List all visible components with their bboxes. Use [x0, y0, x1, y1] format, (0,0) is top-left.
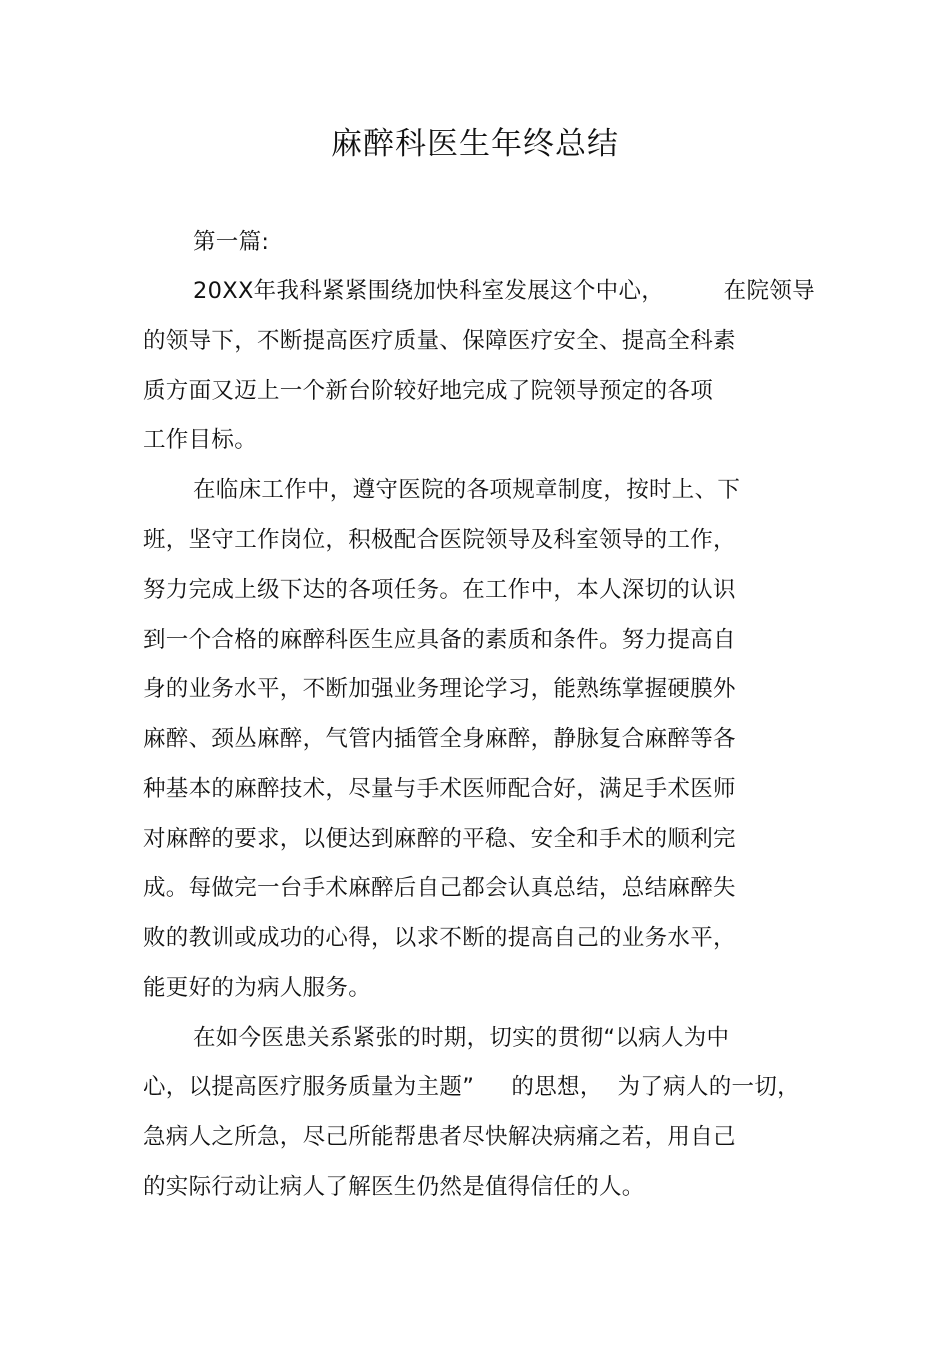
paragraph-2-line-6: 麻醉、颈丛麻醉，气管内插管全身麻醉，静脉复合麻醉等各 [143, 726, 736, 752]
paragraph-2-line-11: 能更好的为病人服务。 [143, 975, 372, 1001]
paragraph-1-line-2: 的领导下，不断提高医疗质量、保障医疗安全、提高全科素 [143, 328, 736, 354]
paragraph-2-line-7: 种基本的麻醉技术，尽量与手术医师配合好，满足手术医师 [143, 776, 736, 802]
paragraph-3-line-2: 心，以提高医疗服务质量为主题” 的思想， 为了病人的一切， [143, 1074, 800, 1100]
paragraph-1-line-4: 工作目标。 [143, 427, 258, 453]
section-heading: 第一篇: [193, 229, 270, 255]
paragraph-2-line-8: 对麻醉的要求，以便达到麻醉的平稳、安全和手术的顺利完 [143, 826, 736, 852]
paragraph-1-line-1: 20XX年我科紧紧围绕加快科室发展这个中心， 在院领导 [193, 278, 815, 304]
paragraph-2-line-1: 在临床工作中，遵守医院的各项规章制度，按时上、下 [193, 477, 741, 503]
paragraph-3-line-1: 在如今医患关系紧张的时期，切实的贯彻“以病人为中 [193, 1025, 730, 1051]
paragraph-2-line-4: 到一个合格的麻醉科医生应具备的素质和条件。努力提高自 [143, 627, 736, 653]
paragraph-2-line-5: 身的业务水平，不断加强业务理论学习，能熟练掌握硬膜外 [143, 676, 736, 702]
paragraph-2-line-3: 努力完成上级下达的各项任务。在工作中，本人深切的认识 [143, 577, 736, 603]
document-title: 麻醉科医生年终总结 [331, 126, 619, 162]
paragraph-2-line-10: 败的教训或成功的心得，以求不断的提高自己的业务水平， [143, 925, 736, 951]
paragraph-2-line-2: 班，坚守工作岗位，积极配合医院领导及科室领导的工作， [143, 527, 736, 553]
paragraph-3-line-3: 急病人之所急，尽己所能帮患者尽快解决病痛之若，用自己 [143, 1124, 736, 1150]
paragraph-3-line-4: 的实际行动让病人了解医生仍然是值得信任的人。 [143, 1174, 645, 1200]
paragraph-2-line-9: 成。每做完一台手术麻醉后自己都会认真总结，总结麻醉失 [143, 875, 736, 901]
paragraph-1-line-3: 质方面又迈上一个新台阶较好地完成了院领导预定的各项 [143, 378, 714, 404]
